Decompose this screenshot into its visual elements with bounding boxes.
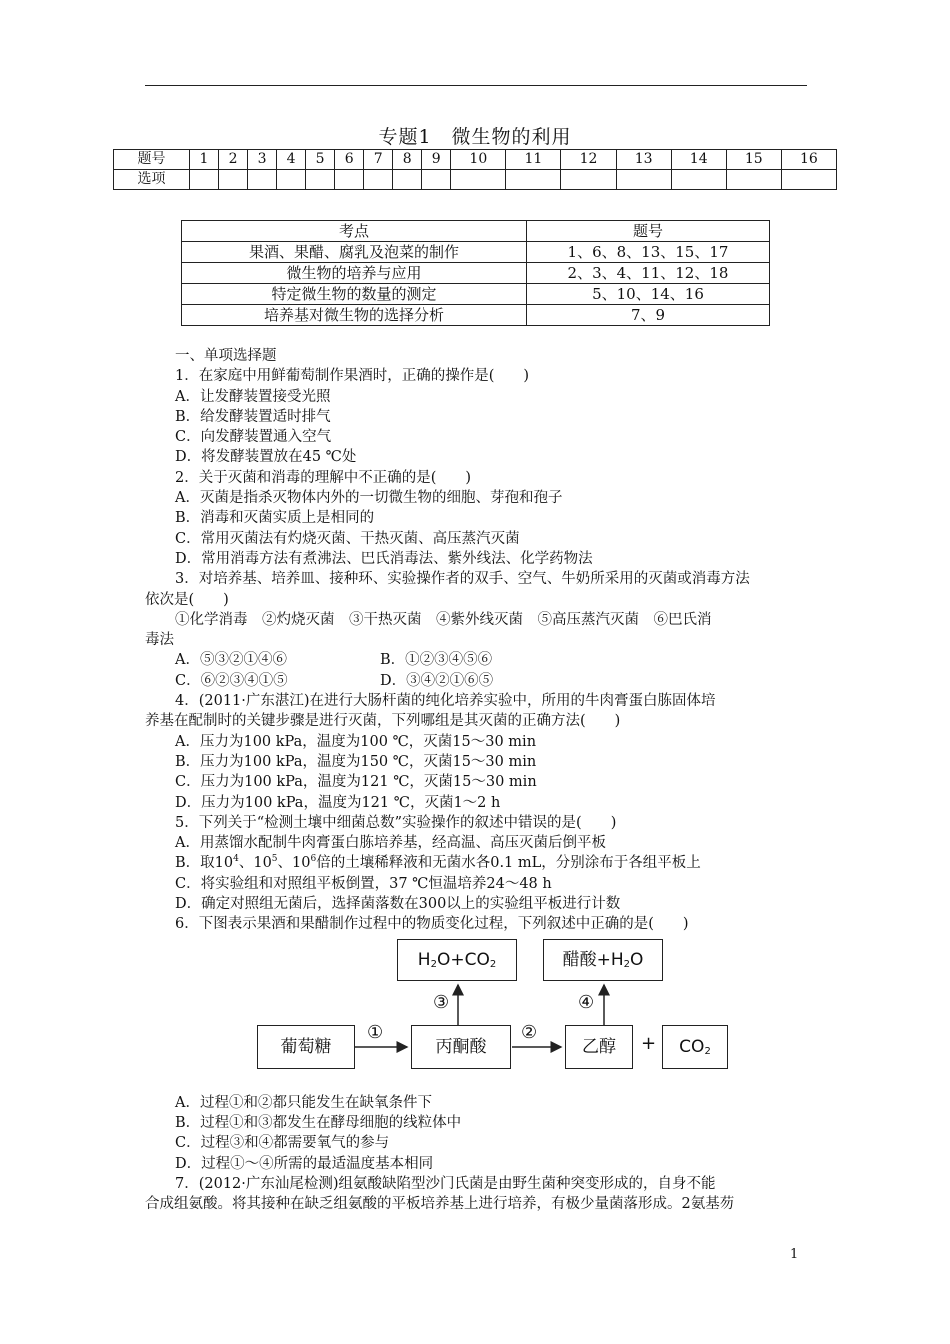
q4-option-c: C．压力为100 kPa，温度为121 ℃，灭菌15～30 min: [175, 774, 537, 791]
q3-items-line1: ①化学消毒 ②灼烧灭菌 ③干热灭菌 ④紫外线灭菌 ⑤高压蒸汽灭菌 ⑥巴氏消: [175, 611, 712, 628]
h2o-co2-sub1: 2: [430, 958, 437, 970]
section-heading: 一、单项选择题: [175, 348, 277, 364]
topic-table-row: [182, 263, 770, 284]
q6-option-c: C．过程③和④都需要氧气的参与: [175, 1135, 390, 1152]
q5-b-exp1: 4: [233, 854, 239, 865]
process-1-label: ①: [367, 1021, 384, 1043]
q5-b-exp2: 5: [271, 854, 278, 865]
answer-cell[interactable]: [277, 170, 306, 190]
q1-stem: 1．在家庭中用鲜葡萄制作果酒时，正确的操作是( ): [175, 368, 530, 385]
topic-name: 特定微生物的数量的测定: [182, 284, 527, 305]
acetic-water-sub: 2: [623, 958, 630, 970]
answer-cell[interactable]: [190, 170, 219, 190]
co2-sub: 2: [704, 1045, 711, 1057]
answer-cell[interactable]: [671, 170, 726, 190]
q3-items-line2: 毒法: [145, 632, 174, 649]
topic-name: 培养基对微生物的选择分析: [182, 305, 527, 326]
co2-text: CO: [679, 1036, 705, 1057]
q5-option-c: C．将实验组和对照组平板倒置，37 ℃恒温培养24～48 h: [175, 875, 552, 892]
plus-sign: +: [641, 1032, 657, 1054]
h2o-co2-text-b: O+CO: [436, 949, 490, 970]
q5-b-prefix: B．取10: [175, 855, 234, 872]
topic-table-header: [182, 221, 770, 242]
box-co2: [662, 1025, 728, 1069]
fermentation-diagram: [145, 937, 810, 1087]
q2-option-c: C．常用灭菌法有灼烧灭菌、干热灭菌、高压蒸汽灭菌: [175, 530, 520, 547]
topic-table: [181, 220, 770, 326]
answer-number: 12: [561, 150, 616, 170]
q3-option-b: B．①②③④⑤⑥: [380, 652, 493, 669]
q3-stem-line2: 依次是( ): [145, 591, 229, 608]
q7-stem-line1: 7．(2012·广东汕尾检测)组氨酸缺陷型沙门氏菌是由野生菌种突变形成的，自身不能: [175, 1175, 716, 1192]
q5-b-suffix: 倍的土壤稀释液和无菌水各0.1 mL，分别涂布于各组平板上: [316, 855, 701, 872]
box-pyruvate: 丙酮酸: [411, 1025, 511, 1069]
answer-number: 11: [506, 150, 561, 170]
q6-option-a: A．过程①和②都只能发生在缺氧条件下: [175, 1094, 432, 1111]
answer-table-option-label: 选项: [114, 170, 190, 190]
topic-table-row: [182, 284, 770, 305]
answer-number: 9: [422, 150, 451, 170]
q2-option-a: A．灭菌是指杀灭物体内外的一切微生物的细胞、芽孢和孢子: [175, 490, 563, 507]
q3-stem-line1: 3．对培养基、培养皿、接种环、实验操作者的双手、空气、牛奶所采用的灭菌或消毒方法: [175, 571, 750, 588]
q2-option-d: D．常用消毒方法有煮沸法、巴氏消毒法、紫外线法、化学药物法: [175, 550, 593, 567]
answer-cell[interactable]: [219, 170, 248, 190]
box-h2o-co2: [397, 939, 517, 981]
h2o-co2-sub2: 2: [489, 958, 497, 970]
q3-option-d: D．③④②①⑥⑤: [380, 672, 494, 689]
topic-name: 微生物的培养与应用: [182, 263, 527, 284]
answer-number: 15: [726, 150, 781, 170]
q5-option-a: A．用蒸馏水配制牛肉膏蛋白胨培养基，经高温、高压灭菌后倒平板: [175, 835, 606, 852]
q1-option-d: D．将发酵装置放在45 ℃处: [175, 449, 357, 466]
acetic-water-text-b: O: [630, 949, 644, 970]
answer-number: 4: [277, 150, 306, 170]
topic-name: 果酒、果醋、腐乳及泡菜的制作: [182, 242, 527, 263]
question-content: [145, 346, 810, 1214]
box-ethanol: 乙醇: [565, 1025, 633, 1069]
answer-cell[interactable]: [561, 170, 616, 190]
answer-cell[interactable]: [306, 170, 335, 190]
answer-table-number-label: 题号: [114, 150, 190, 170]
answer-table-number-row: [114, 150, 837, 170]
q5-b-exp3: 6: [310, 854, 317, 865]
h2o-co2-text-a: H: [417, 949, 431, 970]
answer-number: 16: [781, 150, 836, 170]
topic-questions: 2、3、4、11、12、18: [527, 263, 770, 284]
answer-table: [113, 149, 837, 190]
topic-header-topic: 考点: [182, 221, 527, 242]
topic-questions: 1、6、8、13、15、17: [527, 242, 770, 263]
process-2-label: ②: [521, 1021, 538, 1043]
q2-option-b: B．消毒和灭菌实质上是相同的: [175, 510, 375, 527]
answer-cell[interactable]: [248, 170, 277, 190]
q2-stem: 2．关于灭菌和消毒的理解中不正确的是( ): [175, 469, 472, 486]
answer-number: 14: [671, 150, 726, 170]
q5-option-b: [145, 853, 810, 873]
q5-b-mid1: 、10: [238, 855, 272, 872]
answer-table-option-row: [114, 170, 837, 190]
answer-cell[interactable]: [422, 170, 451, 190]
q6-option-d: D．过程①～④所需的最适温度基本相同: [175, 1155, 434, 1172]
q3-option-c: C．⑥②③④①⑤: [175, 672, 288, 689]
answer-cell[interactable]: [506, 170, 561, 190]
q3-option-a: A．⑤③②①④⑥: [175, 652, 287, 669]
process-4-label: ④: [578, 991, 595, 1013]
topic-questions: 5、10、14、16: [527, 284, 770, 305]
answer-number: 13: [616, 150, 671, 170]
q4-option-b: B．压力为100 kPa，温度为150 ℃，灭菌15～30 min: [175, 753, 537, 770]
answer-number: 8: [393, 150, 422, 170]
q4-option-d: D．压力为100 kPa，温度为121 ℃，灭菌1～2 h: [175, 794, 501, 811]
process-3-label: ③: [433, 991, 450, 1013]
q5-stem: 5．下列关于“检测土壤中细菌总数”实验操作的叙述中错误的是( ): [175, 814, 617, 831]
answer-number: 3: [248, 150, 277, 170]
q4-option-a: A．压力为100 kPa，温度为100 ℃，灭菌15～30 min: [175, 733, 537, 750]
q3-options-row2: [145, 671, 810, 691]
topic-table-row: [182, 305, 770, 326]
answer-cell[interactable]: [781, 170, 836, 190]
answer-cell[interactable]: [393, 170, 422, 190]
q4-stem-line1: 4．(2011·广东湛江)在进行大肠杆菌的纯化培养实验中，所用的牛肉膏蛋白胨固体培: [175, 693, 716, 710]
topic-questions: 7、9: [527, 305, 770, 326]
topic-header-questions: 题号: [527, 221, 770, 242]
answer-cell[interactable]: [364, 170, 393, 190]
answer-number: 6: [335, 150, 364, 170]
q7-stem-line2: 合成组氨酸。将其接种在缺乏组氨酸的平板培养基上进行培养，有极少量菌落形成。2氨基芴: [145, 1196, 735, 1213]
answer-number: 5: [306, 150, 335, 170]
answer-cell[interactable]: [726, 170, 781, 190]
topic-table-row: [182, 242, 770, 263]
q1-option-c: C．向发酵装置通入空气: [175, 429, 332, 446]
q3-options-row1: [145, 650, 810, 670]
answer-cell[interactable]: [451, 170, 506, 190]
q6-stem: 6．下图表示果酒和果醋制作过程中的物质变化过程，下列叙述中正确的是( ): [175, 916, 689, 933]
header-rule: [145, 85, 807, 86]
q5-option-d: D．确定对照组无菌后，选择菌落数在300以上的实验组平板进行计数: [175, 896, 621, 913]
acetic-water-text-a: 醋酸+H: [562, 949, 624, 970]
q1-option-b: B．给发酵装置适时排气: [175, 408, 331, 425]
q1-option-a: A．让发酵装置接受光照: [175, 388, 331, 405]
page-title: 专题1 微生物的利用: [378, 126, 572, 148]
box-acetic-water: [543, 939, 663, 981]
q6-option-b: B．过程①和③都发生在酵母细胞的线粒体中: [175, 1114, 462, 1131]
answer-number: 10: [451, 150, 506, 170]
q4-stem-line2: 养基在配制时的关键步骤是进行灭菌，下列哪组是其灭菌的正确方法( ): [145, 713, 621, 730]
answer-number: 1: [190, 150, 219, 170]
page-number: 1: [790, 1247, 799, 1262]
answer-cell[interactable]: [616, 170, 671, 190]
answer-number: 2: [219, 150, 248, 170]
q5-b-mid2: 、10: [277, 855, 311, 872]
answer-cell[interactable]: [335, 170, 364, 190]
box-glucose: 葡萄糖: [257, 1025, 355, 1069]
answer-number: 7: [364, 150, 393, 170]
